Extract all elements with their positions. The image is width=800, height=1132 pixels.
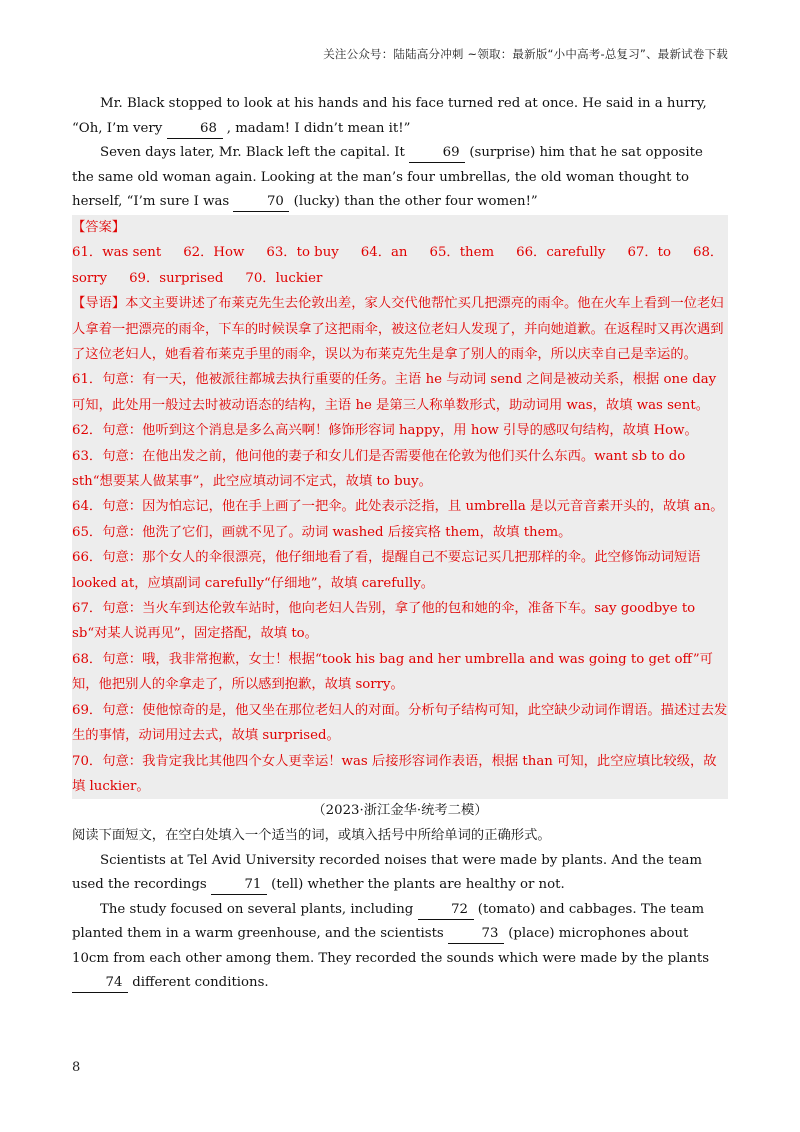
explanation-67: 67．句意：当火车到达伦敦车站时，他向老妇人告别，拿了他的包和她的伞，准备下车。say goodbye to sb“对某人说再见”，固定搭配，故填 to。 [72,601,696,642]
document-body [72,92,728,996]
answer-heading: 【答案】 [72,219,126,235]
blank-73: 73 [448,925,504,944]
explanation-62: 62．句意：他听到这个消息是多么高兴啊！修饰形容词 happy，用 how 引导的感叹句结构，故填 How。 [72,423,698,439]
explanation-68: 68．句意：哦，我非常抱歉，女士！根据“took his bag and her umbrella and was going to get off”可知，他把别人的伞拿走了，所以感到抱歉，故填 sorry。 [72,651,713,693]
blank-68: 68 [167,120,223,139]
explanation-64: 64．句意：因为怕忘记，他在手上画了一把伞。此处表示泛指，且 umbrella 是以元音音素开头的，故填 an。 [72,499,724,515]
passage-paragraph-2: Seven days later, Mr. Black left the capital. It 69 (surprise) him that he sat opposite the same old woman again. Looking at the man’s four umbrellas, the old woman thought to herself, “I’m sure I was 70 (lucky) than the other four women!” [72,141,728,215]
guide-paragraph: 【导语】本文主要讲述了布莱克先生去伦敦出差，家人交代他帮忙买几把漂亮的雨伞。他在火车上看到一位老妇人拿着一把漂亮的雨伞，下车的时候误拿了这把雨伞，被这位老妇人发现了，并向她道歉。在返程时又再次遇到了这位老妇人，她看着布莱克手里的雨伞，误以为布莱克先生是拿了别人的雨伞，所以庆幸自己是幸运的。 [72,296,724,362]
page-header: 关注公众号：陆陆高分冲刺 ~领取：最新版“小中高考-总复习”、最新试卷下载 [323,47,728,61]
passage2-paragraph-1: Scientists at Tel Avid University recorded noises that were made by plants. And the team used the recordings 71 (tell) whether the plants are healthy or not. [72,849,728,898]
blank-71: 71 [211,876,267,895]
blank-70: 70 [233,193,289,212]
section-source: （2023·浙江金华·统考二模） [312,803,488,819]
answer-section [72,215,728,799]
answer-line-1: 61．was sent 62．How 63．to buy 64．an 65．them 66．carefully 67．to 68． [72,245,724,261]
explanation-70: 70．句意：我肯定我比其他四个女人更幸运！was 后接形容词作表语，根据 than 可知，此空应填比较级，故填 luckier。 [72,753,717,794]
explanation-69: 69．句意：使他惊奇的是，他又坐在那位老妇人的对面。分析句子结构可知，此空缺少动词作谓语。描述过去发生的事情，动词用过去式，故填 surprised。 [72,702,728,744]
explanation-66: 66．句意：那个女人的伞很漂亮，他仔细地看了看，提醒自己不要忘记买几把那样的伞。此空修饰动词短语 looked at，应填副词 carefully“仔细地”，故填 carefully。 [72,550,701,591]
explanation-61: 61．句意：有一天，他被派往都城去执行重要的任务。主语 he 与动词 send 之间是被动关系，根据 one day 可知，此处用一般过去时被动语态的结构，主语 he 是第三人称单数形式，助动词用 was，故填 was sent。 [72,372,717,413]
explanation-65: 65．句意：他洗了它们，画就不见了。动词 washed 后接宾格 them，故填 them。 [72,524,572,540]
page-number: 8 [72,1060,81,1075]
blank-69: 69 [409,144,465,163]
explanation-63: 63．句意：在他出发之前，他问他的妻子和女儿们是否需要他在伦敦为他们买什么东西。want sb to do sth“想要某人做某事”，此空应填动词不定式，故填 to buy。 [72,448,686,490]
section-instruction: 阅读下面短文，在空白处填入一个适当的词，或填入括号中所给单词的正确形式。 [72,827,551,843]
passage2-paragraph-2: The study focused on several plants, including 72 (tomato) and cabbages. The team planted them in a warm greenhouse, and the scientists 73 (place) microphones about 10cm from each other among them. They recorded the sounds which were made by the plants 74 different conditions. [72,898,728,996]
passage-paragraph-1: Mr. Black stopped to look at his hands and his face turned red at once. He said in a hurry, “Oh, I’m very 68 , madam! I didn’t mean it!” [72,92,728,141]
blank-72: 72 [418,901,474,920]
blank-74: 74 [72,974,128,993]
answer-line-2: sorry 69．surprised 70．luckier [72,270,323,286]
